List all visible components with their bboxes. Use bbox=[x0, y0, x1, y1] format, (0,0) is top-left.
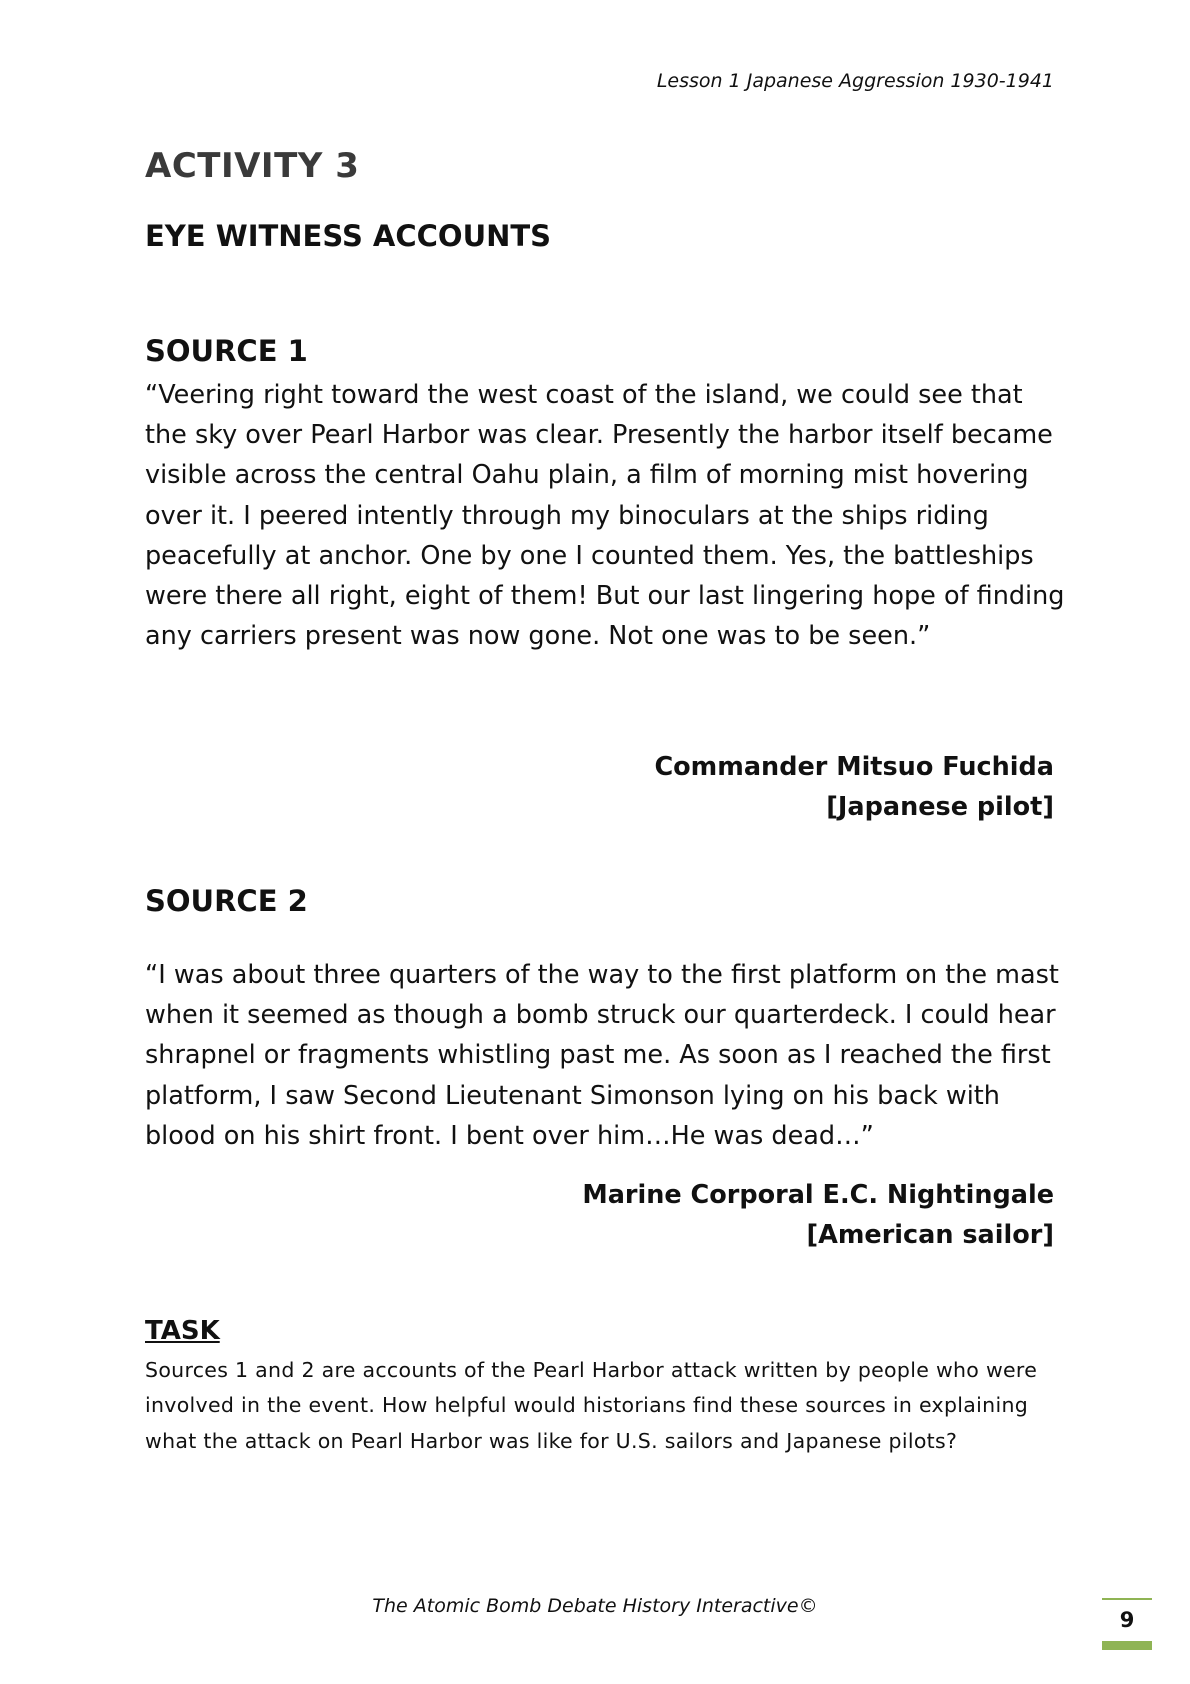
activity-title: ACTIVITY 3 bbox=[145, 146, 360, 186]
source-2-quote: “I was about three quarters of the way to the first platform on the mast when it seemed as though a bomb struck our quarterdeck. I could hear shrapnel or fragments whistling past me. As soon as I reached the first platform, I saw Second Lieutenant Simonson lying on his back with blood on his shirt front. I bent over him…He was dead…” bbox=[145, 960, 1059, 1151]
source-2-author: Marine Corporal E.C. Nightingale bbox=[582, 1180, 1054, 1210]
task-text: Sources 1 and 2 are accounts of the Pearl Harbor attack written by people who were involved in the event. How helpful would historians find these sources in explaining what the attack on Pearl Harbor was like for U.S. sailors and Japanese pilots? bbox=[145, 1358, 1038, 1453]
source-1-author: Commander Mitsuo Fuchida bbox=[654, 752, 1054, 782]
section-title: EYE WITNESS ACCOUNTS bbox=[145, 219, 552, 253]
source-2-role: [American sailor] bbox=[806, 1220, 1054, 1250]
source-1-attribution bbox=[654, 747, 1054, 827]
lesson-header: Lesson 1 Japanese Aggression 1930-1941 bbox=[656, 70, 1054, 92]
page-number-box bbox=[1102, 1598, 1152, 1650]
page-number-top-bar bbox=[1102, 1598, 1152, 1600]
task-heading: TASK bbox=[145, 1316, 220, 1346]
source-1-quote: “Veering right toward the west coast of the island, we could see that the sky over Pearl Harbor was clear. Presently the harbor itself became visible across the central Oahu plain, a film of morning mist hovering over it. I peered intently through my binoculars at the ships riding peacefully at anchor. One by one I counted them. Yes, the battleships were there all right, eight of them! But our last lingering hope of finding any carriers present was now gone. Not one was to be seen.” bbox=[145, 380, 1065, 652]
page-number-bottom-bar bbox=[1102, 1641, 1152, 1650]
source-1-heading: SOURCE 1 bbox=[145, 334, 308, 368]
source-2-attribution bbox=[582, 1175, 1054, 1255]
page-number: 9 bbox=[1119, 1608, 1135, 1632]
source-2-heading: SOURCE 2 bbox=[145, 884, 308, 918]
footer-credit: The Atomic Bomb Debate History Interactive© bbox=[372, 1595, 818, 1617]
source-1-role: [Japanese pilot] bbox=[826, 792, 1054, 822]
